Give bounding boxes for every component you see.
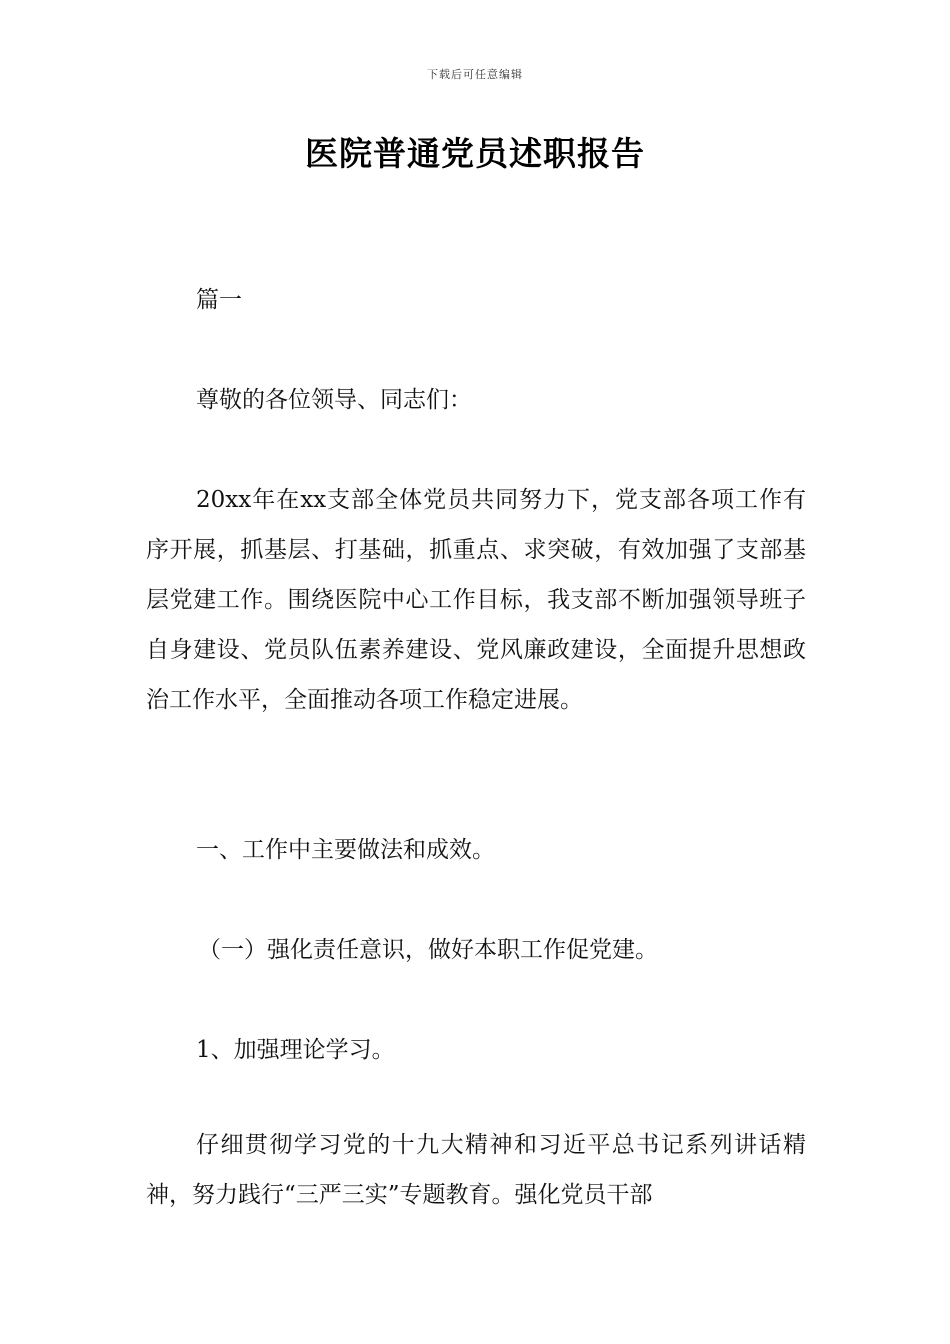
body-paragraph-intro: 20xx年在xx支部全体党员共同努力下，党支部各项工作有序开展，抓基层、打基础，抓重点、求突破，有效加强了支部基层党建工作。围绕医院中心工作目标，我支部不断加强领导班子自身建设、党员队伍素养建设、党风廉政建设，全面提升思想政治工作水平，全面推动各项工作稳定进展。 (146, 487, 806, 713)
subsection-heading-1: （一）强化责任意识，做好本职工作促党建。 (198, 937, 658, 963)
section-label: 篇一 (196, 287, 242, 313)
item-heading-1: 1、加强理论学习。 (196, 1037, 395, 1063)
salutation: 尊敬的各位领导、同志们： (196, 387, 472, 413)
document-title: 医院普通党员述职报告 (305, 134, 645, 173)
section-heading-1: 一、工作中主要做法和成效。 (196, 837, 495, 863)
body-paragraph-study: 仔细贯彻学习党的十九大精神和习近平总书记系列讲话精神，努力践行“三严三实”专题教育。强化党员干部 (146, 1132, 806, 1208)
header-note: 下载后可任意编辑 (427, 68, 523, 81)
